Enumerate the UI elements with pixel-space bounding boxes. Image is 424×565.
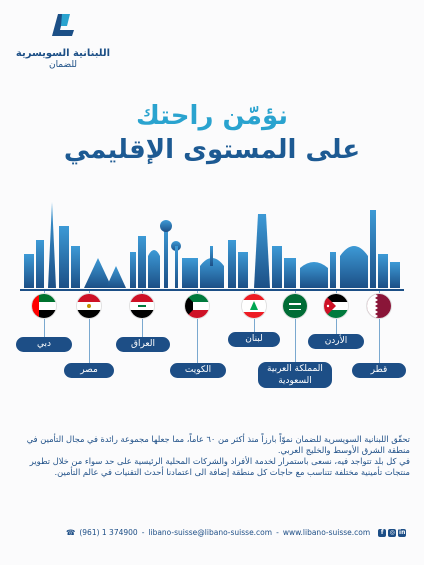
footer-phone[interactable]: (961) 1 374900: [79, 528, 138, 537]
headline: [0, 100, 424, 168]
country-label-egypt[interactable]: مصر: [64, 363, 114, 378]
kuwait-flag-icon: [185, 294, 209, 318]
footer-contact: [66, 528, 406, 537]
facebook-icon[interactable]: f: [378, 529, 386, 537]
country-label-jordan[interactable]: الأردن: [308, 334, 364, 349]
saudi-flag-icon: [283, 294, 307, 318]
country-label-lebanon[interactable]: لبنان: [228, 332, 280, 347]
country-label-kuwait[interactable]: الكويت: [170, 363, 226, 378]
logo-name: اللبنانية السويسرية: [15, 48, 111, 59]
logo-subtitle: للضمان: [48, 60, 78, 70]
footer-separator: -: [276, 528, 279, 537]
lebanon-flag-icon: [242, 294, 266, 318]
body-paragraph-2: في كل بلد تتواجد فيه، نسعى باستمرار لخدمة الأفراد والشركات المحلية الرئيسية على حد سواء من خلال تطوير منتجات تأمينية مختلفة تتناسب مع حاجات كل منطقة إضافة الى اعتمادنا أحدث التقنيات في عالم التأمين.: [29, 456, 410, 478]
company-logo: [8, 10, 118, 70]
headline-line-2: على المستوى الإقليمي: [63, 134, 361, 165]
logo-mark-icon: [48, 10, 78, 40]
qatar-flag-icon: [367, 294, 391, 318]
instagram-icon[interactable]: ◎: [389, 528, 395, 536]
country-label-qatar[interactable]: قطر: [352, 363, 406, 378]
timeline-bar: [20, 289, 404, 291]
country-label-iraq[interactable]: العراق: [116, 337, 170, 352]
skyline-illustration: [22, 196, 402, 288]
footer-separator: -: [141, 528, 145, 537]
social-links: [378, 529, 406, 537]
jordan-flag-icon: [324, 294, 348, 318]
body-text: [14, 434, 410, 478]
footer-email[interactable]: libano-suisse@libano-suisse.com: [148, 528, 273, 537]
phone-icon: ☎: [66, 528, 76, 537]
country-label-dubai[interactable]: دبي: [16, 337, 72, 352]
footer-website[interactable]: www.libano-suisse.com: [282, 528, 371, 537]
iraq-flag-icon: [130, 294, 154, 318]
body-paragraph-1: تحقّق اللبنانية السويسرية للضمان نموّاً بارزاً منذ أكثر من ٦٠ عاماً، مما جعلها مجموعة رائدة في مجال التأمين في منطقة الشرق الأوسط والخليج العربي.: [26, 434, 410, 456]
egypt-flag-icon: [77, 294, 101, 318]
uae-flag-icon: [32, 294, 56, 318]
headline-line-1: نؤمّن راحتك: [135, 101, 289, 131]
country-label-saudi[interactable]: المملكة العربية السعودية: [258, 362, 332, 388]
linkedin-icon[interactable]: in: [399, 528, 406, 536]
